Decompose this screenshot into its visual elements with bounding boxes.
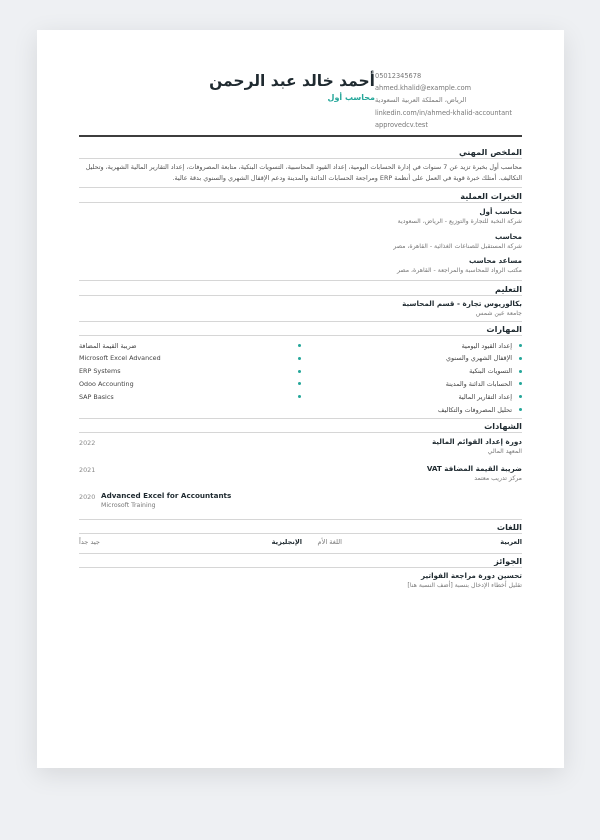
divider: [79, 187, 522, 188]
school: جامعة عين شمس: [475, 309, 522, 317]
skills-column: [79, 339, 301, 416]
summary-text: محاسب أول بخبرة تزيد عن 7 سنوات في إدارة الحسابات اليومية، إعداد القيود المحاسبية، التسويات البنكية، متابعة المصروفات، إعداد التقارير المالية الشهرية، وتحليل التكاليف. أمتلك خبرة قوية في العمل على أنظمة ERP ومراجعة الحسابات الدائنة والمدينة ودعم الإقفال الشهري والسنوي بدقة عالية.: [85, 163, 522, 182]
award-title: تحسين دورة مراجعة الفواتير: [420, 570, 522, 580]
job-company: شركة المستقبل للصناعات الغذائية - القاهرة، مصر: [393, 242, 522, 250]
divider: [79, 158, 522, 159]
education-entry: [79, 299, 522, 319]
degree: بكالوريوس تجارة - قسم المحاسبة: [402, 298, 522, 308]
languages-heading: اللغات: [496, 521, 522, 532]
award-entry: [79, 571, 522, 591]
awards-heading: الجوائز: [494, 555, 522, 566]
bullet-icon: [298, 395, 301, 398]
person-title: محاسب أول: [327, 93, 375, 102]
job-entry: [79, 232, 522, 252]
languages-row: [79, 537, 522, 551]
divider: [79, 519, 522, 520]
certificate-year: 2022: [79, 438, 96, 447]
certificate-entry: [79, 437, 522, 464]
certificate-year: 2020: [79, 492, 96, 501]
bullet-icon: [519, 408, 522, 411]
name-block: [209, 70, 375, 104]
skill-item: تحليل المصروفات والتكاليف: [301, 403, 523, 416]
bullet-icon: [519, 344, 522, 347]
job-company: مكتب الرواد للمحاسبة والمراجعة - القاهرة، مصر: [396, 267, 522, 275]
bullet-icon: [298, 382, 301, 385]
language-level: جيد جداً: [79, 537, 100, 546]
certificate-org: مركز تدريب معتمد: [474, 474, 522, 482]
skill-item: SAP Basics: [79, 390, 301, 403]
skill-item: Odoo Accounting: [79, 378, 301, 391]
certificates-heading: الشهادات: [484, 420, 522, 431]
skill-item: الحسابات الدائنة والمدينة: [301, 378, 523, 391]
resume-header: [79, 70, 522, 132]
bullet-icon: [519, 370, 522, 373]
website: approvedcv.test: [375, 120, 428, 129]
education-heading: التعليم: [495, 283, 522, 294]
divider: [79, 280, 522, 281]
language-level: اللغة الأم: [317, 537, 342, 546]
skills-heading: المهارات: [486, 324, 522, 335]
certificate-title: ضريبة القيمة المضافة VAT: [426, 463, 522, 473]
phone: 05012345678: [375, 72, 422, 80]
skill-item: إعداد القيود اليومية: [301, 339, 523, 352]
resume-page: [37, 30, 564, 768]
divider: [79, 418, 522, 419]
job-title: محاسب أول: [479, 207, 522, 217]
bullet-icon: [298, 370, 301, 373]
skill-item: إعداد التقارير المالية: [301, 390, 523, 403]
certificate-year: 2021: [79, 465, 96, 474]
skill-item: ERP Systems: [79, 365, 301, 378]
job-entry: [79, 256, 522, 276]
summary-heading: الملخص المهني: [458, 147, 522, 157]
certificate-org: Microsoft Training: [101, 501, 156, 509]
location: الرياض، المملكة العربية السعودية: [375, 96, 467, 105]
divider: [79, 295, 522, 296]
certificate-title: Advanced Excel for Accountants: [101, 490, 232, 500]
job-title: مساعد محاسب: [468, 256, 522, 266]
divider: [79, 533, 522, 534]
bullet-icon: [519, 357, 522, 360]
job-entry: [79, 207, 522, 227]
divider: [79, 553, 522, 554]
skill-item: ضريبة القيمة المضافة: [79, 339, 301, 352]
job-company: شركة النخبة للتجارة والتوزيع - الرياض، السعودية: [397, 218, 522, 226]
certificate-title: دورة إعداد القوائم المالية: [431, 436, 522, 446]
skill-item: Microsoft Excel Advanced: [79, 352, 301, 365]
header-divider: [79, 135, 522, 137]
skills-grid: [79, 339, 522, 416]
bullet-icon: [519, 382, 522, 385]
certificate-body: [427, 464, 522, 484]
job-title: محاسب: [494, 231, 522, 241]
divider: [79, 202, 522, 203]
divider: [79, 321, 522, 322]
language-name: العربية: [500, 537, 522, 546]
divider: [79, 432, 522, 433]
bullet-icon: [298, 357, 301, 360]
certificate-body: [432, 437, 522, 457]
certificate-body: [101, 491, 231, 511]
divider: [79, 335, 522, 336]
divider: [79, 567, 522, 568]
certificate-org: المعهد المالي: [487, 447, 522, 455]
skill-item: التسويات البنكية: [301, 365, 523, 378]
language-name: الإنجليزية: [271, 537, 302, 546]
certificate-entry: [79, 464, 522, 491]
bullet-icon: [298, 344, 301, 347]
person-name: أحمد خالد عبد الرحمن: [209, 72, 375, 90]
certificate-entry: [79, 491, 522, 518]
skill-item: الإقفال الشهري والسنوي: [301, 352, 523, 365]
contact-block: [375, 70, 515, 131]
award-desc: تقليل أخطاء الإدخال بنسبة [أضف النسبة هنا]: [407, 581, 522, 589]
skills-column: [301, 339, 523, 416]
email: ahmed.khalid@example.com: [375, 84, 472, 93]
resume-content: [79, 70, 522, 590]
bullet-icon: [519, 395, 522, 398]
experience-heading: الخبرات العملية: [460, 191, 522, 202]
linkedin: linkedin.com/in/ahmed-khalid-accountant: [375, 108, 512, 117]
